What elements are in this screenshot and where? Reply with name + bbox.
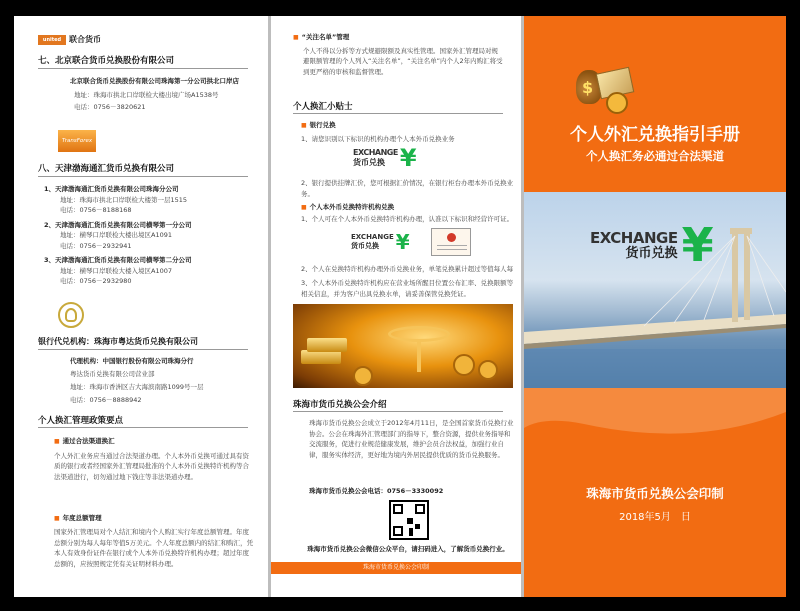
tip2-head: ■ 个人本外币兑换特许机构兑换 bbox=[301, 202, 394, 214]
footer-strip: 珠海市货币兑换公会印制 bbox=[271, 562, 521, 574]
exchange-logo-en: EXCHANGE bbox=[353, 148, 398, 157]
section8-entry: 1、天津渤海通汇货币兑换有限公司珠海分公司 地址：珠海市拱北口岸联检大楼第一层1515 电话：0756－8188168 bbox=[44, 185, 188, 214]
bank-title: 银行代兑机构：珠海市粤达货币兑换有限公司 bbox=[38, 337, 198, 346]
intro-phone: 珠海市货币兑换公会电话：0756－3330092 bbox=[309, 487, 444, 495]
yuan-icon: ¥ bbox=[399, 144, 417, 172]
panel-cover bbox=[524, 16, 786, 597]
section7-phone: 电话：0756－3820621 bbox=[74, 103, 146, 111]
tip2-step3: 3、个人本外币兑换特许机构应在营业场所醒目位置公布汇率、兑换限额等相关信息，并为客户出具兑换水单，请妥善保管兑换凭证。 bbox=[301, 279, 514, 298]
policy-item-body: 个人外汇业务应当通过合法渠道办理。个人本外币兑换可通过具有资质的银行或者经国家外汇管理局批准的个人本外币兑换特许机构等合法渠道进行，切勿通过地下钱庄等非法渠道办理。 bbox=[54, 451, 249, 481]
section7-company: 北京联合货币兑换股份有限公司珠海第一分公司拱北口岸店 bbox=[70, 77, 239, 85]
tip1-step1: 1、请您识别以下标识的机构办理个人本外币兑换业务 bbox=[301, 135, 455, 143]
tip1-step2: 2、银行提供挂牌汇价，您可根据汇价情况，在银行柜台办理本外币兑换业务。 bbox=[301, 179, 514, 198]
policy-item-body: 国家外汇管理局对个人结汇和境内个人购汇实行年度总额管理。年度总额分别为每人每年等值5万美元。个人年度总额内的结汇和购汇，凭本人有效身份证件在银行或个人本外币兑换特许机构办理；超过年度总额的，应按照规定凭有关证明材料办理。 bbox=[54, 528, 254, 568]
section8-title: 八、天津渤海通汇货币兑换有限公司 bbox=[38, 164, 175, 174]
transforex-logo: TransForex bbox=[58, 130, 96, 152]
bank-sub: 粤达货币兑换有限公司营业部 bbox=[70, 370, 155, 378]
exchange-en-large: EXCHANGE bbox=[590, 228, 678, 247]
bank-phone: 电话：0756－8888942 bbox=[70, 396, 142, 404]
section8-list bbox=[44, 184, 259, 287]
tip2-step2: 2、个人在兑换特许机构办理外币兑换业务，单笔兑换累计超过等值每人每 bbox=[301, 265, 514, 273]
bank-address: 地址：珠海市香洲区吉大海滨南路1099号一层 bbox=[70, 383, 204, 391]
brochure-frame bbox=[14, 16, 786, 597]
wave-decoration bbox=[524, 388, 786, 448]
yueda-seal-icon bbox=[58, 302, 84, 328]
watchlist-head: ■ “关注名单”管理 bbox=[293, 32, 503, 44]
intro-title: 珠海市货币兑换公会介绍 bbox=[293, 400, 387, 410]
bank-office: 代理机构：中国银行股份有限公司珠海分行 bbox=[70, 357, 194, 365]
exchange-logo-small bbox=[353, 146, 417, 170]
cover-org: 珠海市货币兑换公会印制 bbox=[586, 486, 724, 501]
exchange-logo-large bbox=[590, 218, 714, 272]
license-certificate-icon bbox=[431, 228, 471, 256]
bridge-image bbox=[524, 192, 786, 388]
united-logo-text: 联合货币 bbox=[69, 35, 101, 44]
cover-subtitle: 个人换汇务必通过合法渠道 bbox=[586, 149, 724, 163]
united-logo-mark: united bbox=[38, 35, 66, 45]
intro-body: 珠海市货币兑换公会成立于2012年4月11日，是全国首家货币兑换行业协会。公会在珠海外汇管理部门的指导下，整合资源，提供业务指导和交流服务，促进行业规范健康发展，维护会员合法权益，加强行业自律，服务实体经济，更好地为境内外居民提供优质的货币兑换服务。 bbox=[309, 419, 514, 459]
tip2-step1: 1、个人可在个人本外币兑换特许机构办理，认准以下标识和经营许可证。 bbox=[301, 215, 514, 223]
tips-title: 个人换汇小贴士 bbox=[293, 102, 353, 112]
coin-icon bbox=[606, 92, 628, 114]
watchlist-item bbox=[293, 32, 503, 88]
exchange-logo-small-2: EXCHANGE 货币兑换 ¥ bbox=[351, 230, 410, 254]
cover-date: 2018年5月 日 bbox=[619, 512, 691, 523]
yuan-icon: ¥ bbox=[395, 230, 410, 254]
policy-list bbox=[54, 436, 254, 591]
policy-item-head: ■ 年度总额管理 bbox=[54, 513, 254, 525]
section8-entry: 3、天津渤海通汇货币兑换有限公司横琴第二分公司 地址：横琴口岸联检大楼入境区A1007 电话：0756－2932980 bbox=[44, 256, 192, 285]
watchlist-body: 个人不得以分拆等方式规避限额及真实性管理。国家外汇管理局对规避限额管理的个人列入“关注名单”，“关注名单”内个人2年内购汇将受到更严格的审核和监督管理。 bbox=[303, 46, 503, 76]
cover-bottom bbox=[524, 388, 786, 597]
tip1-head: ■ 银行兑换 bbox=[301, 120, 336, 132]
policy-title: 个人换汇管理政策要点 bbox=[38, 416, 124, 426]
policy-item-head: ■ 通过合法渠道换汇 bbox=[54, 436, 254, 448]
cover-title: 个人外汇兑换指引手册 bbox=[570, 125, 740, 145]
yuan-large-icon: ¥ bbox=[681, 218, 714, 272]
exchange-logo-cn: 货币兑换 bbox=[353, 158, 385, 167]
section8-entry: 2、天津渤海通汇货币兑换有限公司横琴第一分公司 地址：横琴口岸联检大楼出境区A1091 电话：0756－2932941 bbox=[44, 220, 192, 250]
gold-coins-image bbox=[293, 304, 513, 388]
bottom-note: 珠海市货币兑换公会微信公众平台，请扫码进入，了解货币兑换行业。 bbox=[307, 545, 509, 553]
section7-title: 七、北京联合货币兑换股份有限公司 bbox=[38, 56, 175, 66]
panel-middle bbox=[271, 16, 521, 597]
section7-address: 地址：珠海市拱北口岸联检大楼出境广场A1538号 bbox=[74, 91, 219, 99]
qr-code-icon bbox=[389, 500, 429, 540]
dollar-icon: $ bbox=[582, 78, 594, 97]
united-logo bbox=[38, 34, 101, 45]
exchange-cn-large: 货币兑换 bbox=[625, 245, 678, 261]
panel-left bbox=[14, 16, 268, 597]
